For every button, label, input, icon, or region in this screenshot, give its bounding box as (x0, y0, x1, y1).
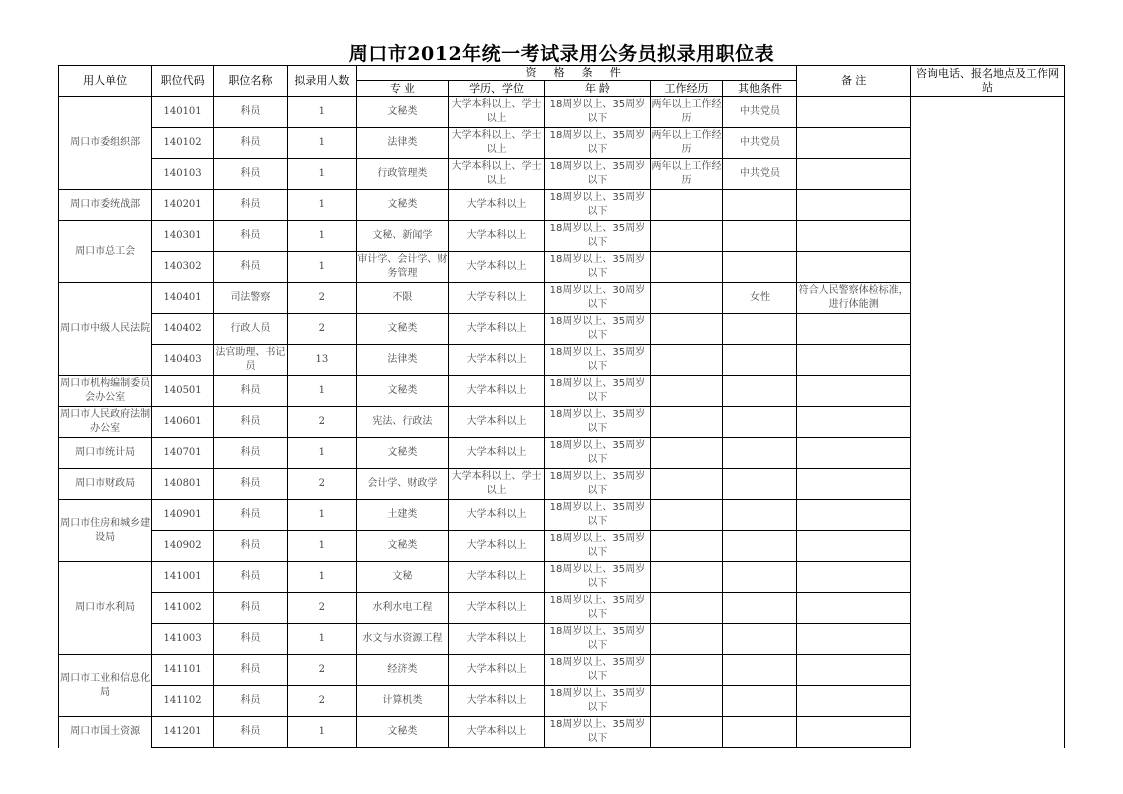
work-experience (650, 314, 723, 345)
major: 文秘 (356, 562, 448, 593)
remarks (797, 345, 910, 376)
position-name: 科员 (213, 221, 287, 252)
remarks (797, 562, 910, 593)
position-code: 141001 (152, 562, 214, 593)
major: 法律类 (356, 128, 448, 159)
header-remarks: 备 注 (797, 66, 910, 97)
work-experience (650, 500, 723, 531)
education: 大学本科以上 (448, 345, 544, 376)
remarks (797, 128, 910, 159)
unit-name: 周口市工业和信息化局 (59, 655, 152, 717)
work-experience (650, 562, 723, 593)
header-unit: 用人单位 (59, 66, 152, 97)
other-conditions (723, 686, 797, 717)
other-conditions (723, 345, 797, 376)
education: 大学本科以上 (448, 407, 544, 438)
remarks (797, 593, 910, 624)
unit-name: 周口市水利局 (59, 562, 152, 655)
work-experience (650, 407, 723, 438)
position-name: 科员 (213, 531, 287, 562)
other-conditions (723, 190, 797, 221)
remarks (797, 655, 910, 686)
hire-count: 1 (287, 531, 356, 562)
hire-count: 2 (287, 655, 356, 686)
header-education: 学历、学位 (448, 81, 544, 97)
hire-count: 1 (287, 252, 356, 283)
age-requirement: 18周岁以上、35周岁以下 (545, 655, 650, 686)
age-requirement: 18周岁以上、35周岁以下 (545, 190, 650, 221)
other-conditions (723, 438, 797, 469)
other-conditions: 中共党员 (723, 97, 797, 128)
age-requirement: 18周岁以上、35周岁以下 (545, 438, 650, 469)
education: 大学本科以上、学士以上 (448, 159, 544, 190)
major: 土建类 (356, 500, 448, 531)
remarks (797, 221, 910, 252)
position-name: 科员 (213, 717, 287, 748)
major: 文秘、新闻学 (356, 221, 448, 252)
education: 大学本科以上 (448, 376, 544, 407)
major: 不限 (356, 283, 448, 314)
age-requirement: 18周岁以上、35周岁以下 (545, 686, 650, 717)
other-conditions: 中共党员 (723, 128, 797, 159)
header-experience: 工作经历 (650, 81, 723, 97)
position-code: 141201 (152, 717, 214, 748)
age-requirement: 18周岁以上、35周岁以下 (545, 252, 650, 283)
other-conditions (723, 469, 797, 500)
major: 会计学、财政学 (356, 469, 448, 500)
education: 大学本科以上 (448, 531, 544, 562)
hire-count: 1 (287, 500, 356, 531)
work-experience: 两年以上工作经历 (650, 128, 723, 159)
position-name: 科员 (213, 593, 287, 624)
age-requirement: 18周岁以上、35周岁以下 (545, 314, 650, 345)
unit-name: 周口市人民政府法制办公室 (59, 407, 152, 438)
education: 大学本科以上、学士以上 (448, 469, 544, 500)
age-requirement: 18周岁以上、35周岁以下 (545, 128, 650, 159)
hire-count: 13 (287, 345, 356, 376)
major: 法律类 (356, 345, 448, 376)
major: 文秘类 (356, 438, 448, 469)
unit-name: 周口市委组织部 (59, 97, 152, 190)
other-conditions (723, 407, 797, 438)
position-name: 科员 (213, 438, 287, 469)
education: 大学本科以上 (448, 221, 544, 252)
position-name: 科员 (213, 562, 287, 593)
remarks (797, 686, 910, 717)
education: 大学本科以上 (448, 655, 544, 686)
other-conditions: 女性 (723, 283, 797, 314)
work-experience: 两年以上工作经历 (650, 159, 723, 190)
age-requirement: 18周岁以上、35周岁以下 (545, 624, 650, 655)
position-code: 141101 (152, 655, 214, 686)
position-code: 140403 (152, 345, 214, 376)
other-conditions (723, 562, 797, 593)
position-name: 科员 (213, 407, 287, 438)
hire-count: 2 (287, 314, 356, 345)
position-name: 科员 (213, 686, 287, 717)
major: 文秘类 (356, 97, 448, 128)
unit-name: 周口市委统战部 (59, 190, 152, 221)
position-code: 140501 (152, 376, 214, 407)
hire-count: 2 (287, 407, 356, 438)
age-requirement: 18周岁以上、35周岁以下 (545, 500, 650, 531)
remarks (797, 252, 910, 283)
work-experience (650, 345, 723, 376)
education: 大学本科以上 (448, 438, 544, 469)
unit-name: 周口市财政局 (59, 469, 152, 500)
other-conditions (723, 717, 797, 748)
position-name: 科员 (213, 97, 287, 128)
position-code: 140901 (152, 500, 214, 531)
consult-info (910, 97, 1064, 748)
major: 文秘类 (356, 717, 448, 748)
education: 大学本科以上 (448, 717, 544, 748)
remarks: 符合人民警察体检标准，进行体能测 (797, 283, 910, 314)
work-experience (650, 624, 723, 655)
major: 经济类 (356, 655, 448, 686)
unit-name: 周口市国土资源 (59, 717, 152, 748)
major: 行政管理类 (356, 159, 448, 190)
remarks (797, 717, 910, 748)
education: 大学本科以上 (448, 190, 544, 221)
position-code: 140902 (152, 531, 214, 562)
hire-count: 2 (287, 469, 356, 500)
unit-name: 周口市总工会 (59, 221, 152, 283)
hire-count: 1 (287, 128, 356, 159)
major: 水文与水资源工程 (356, 624, 448, 655)
position-name: 科员 (213, 159, 287, 190)
major: 计算机类 (356, 686, 448, 717)
work-experience (650, 221, 723, 252)
education: 大学本科以上 (448, 686, 544, 717)
age-requirement: 18周岁以上、35周岁以下 (545, 345, 650, 376)
hire-count: 1 (287, 190, 356, 221)
hire-count: 1 (287, 97, 356, 128)
work-experience (650, 438, 723, 469)
other-conditions (723, 252, 797, 283)
header-consult: 咨询电话、报名地点及工作网站 (910, 66, 1064, 97)
work-experience (650, 376, 723, 407)
education: 大学本科以上、学士以上 (448, 128, 544, 159)
hire-count: 1 (287, 438, 356, 469)
page-title: 周口市2012年统一考试录用公务员拟录用职位表 (348, 43, 775, 65)
age-requirement: 18周岁以上、35周岁以下 (545, 407, 650, 438)
position-code: 140801 (152, 469, 214, 500)
age-requirement: 18周岁以上、35周岁以下 (545, 593, 650, 624)
age-requirement: 18周岁以上、35周岁以下 (545, 221, 650, 252)
major: 宪法、行政法 (356, 407, 448, 438)
remarks (797, 376, 910, 407)
major: 文秘类 (356, 531, 448, 562)
education: 大学本科以上 (448, 624, 544, 655)
position-code: 140101 (152, 97, 214, 128)
education: 大学本科以上 (448, 252, 544, 283)
position-code: 141003 (152, 624, 214, 655)
position-code: 141102 (152, 686, 214, 717)
hire-count: 1 (287, 159, 356, 190)
position-code: 140301 (152, 221, 214, 252)
hire-count: 1 (287, 376, 356, 407)
header-code: 职位代码 (152, 66, 214, 97)
position-code: 140402 (152, 314, 214, 345)
age-requirement: 18周岁以上、35周岁以下 (545, 531, 650, 562)
hire-count: 1 (287, 562, 356, 593)
work-experience (650, 717, 723, 748)
table-body (59, 97, 1065, 748)
age-requirement: 18周岁以上、35周岁以下 (545, 562, 650, 593)
work-experience (650, 469, 723, 500)
other-conditions (723, 314, 797, 345)
remarks (797, 190, 910, 221)
hire-count: 2 (287, 283, 356, 314)
hire-count: 2 (287, 593, 356, 624)
remarks (797, 159, 910, 190)
other-conditions (723, 655, 797, 686)
other-conditions (723, 593, 797, 624)
age-requirement: 18周岁以上、35周岁以下 (545, 717, 650, 748)
hire-count: 1 (287, 717, 356, 748)
remarks (797, 500, 910, 531)
header-position-name: 职位名称 (213, 66, 287, 97)
remarks (797, 531, 910, 562)
header-other: 其他条件 (723, 81, 797, 97)
position-code: 141002 (152, 593, 214, 624)
table-row (59, 97, 1065, 128)
work-experience (650, 283, 723, 314)
position-name: 科员 (213, 128, 287, 159)
remarks (797, 97, 910, 128)
header-count: 拟录用人数 (287, 66, 356, 97)
position-name: 科员 (213, 252, 287, 283)
other-conditions (723, 500, 797, 531)
major: 水利水电工程 (356, 593, 448, 624)
remarks (797, 469, 910, 500)
unit-name: 周口市机构编制委员会办公室 (59, 376, 152, 407)
position-code: 140302 (152, 252, 214, 283)
work-experience (650, 531, 723, 562)
unit-name: 周口市住房和城乡建设局 (59, 500, 152, 562)
education: 大学本科以上 (448, 593, 544, 624)
work-experience (650, 593, 723, 624)
position-name: 科员 (213, 500, 287, 531)
remarks (797, 438, 910, 469)
age-requirement: 18周岁以上、35周岁以下 (545, 97, 650, 128)
position-name: 科员 (213, 190, 287, 221)
position-code: 140102 (152, 128, 214, 159)
position-code: 140201 (152, 190, 214, 221)
major: 文秘类 (356, 190, 448, 221)
age-requirement: 18周岁以上、35周岁以下 (545, 469, 650, 500)
position-name: 行政人员 (213, 314, 287, 345)
work-experience: 两年以上工作经历 (650, 97, 723, 128)
other-conditions (723, 531, 797, 562)
education: 大学本科以上 (448, 562, 544, 593)
work-experience (650, 190, 723, 221)
age-requirement: 18周岁以上、30周岁以下 (545, 283, 650, 314)
position-name: 司法警察 (213, 283, 287, 314)
education: 大学本科以上 (448, 500, 544, 531)
other-conditions (723, 624, 797, 655)
education: 大学专科以上 (448, 283, 544, 314)
age-requirement: 18周岁以上、35周岁以下 (545, 376, 650, 407)
remarks (797, 314, 910, 345)
work-experience (650, 252, 723, 283)
position-name: 科员 (213, 469, 287, 500)
hire-count: 2 (287, 686, 356, 717)
position-code: 140103 (152, 159, 214, 190)
hire-count: 1 (287, 221, 356, 252)
header-major: 专 业 (356, 81, 448, 97)
unit-name: 周口市中级人民法院 (59, 283, 152, 376)
major: 文秘类 (356, 314, 448, 345)
major: 文秘类 (356, 376, 448, 407)
positions-table (58, 65, 1065, 748)
other-conditions (723, 221, 797, 252)
major: 审计学、会计学、财务管理 (356, 252, 448, 283)
position-name: 科员 (213, 376, 287, 407)
education: 大学本科以上 (448, 314, 544, 345)
age-requirement: 18周岁以上、35周岁以下 (545, 159, 650, 190)
position-name: 法官助理、书记员 (213, 345, 287, 376)
position-code: 140401 (152, 283, 214, 314)
remarks (797, 624, 910, 655)
header-qualifications: 资 格 条 件 (356, 66, 797, 81)
other-conditions: 中共党员 (723, 159, 797, 190)
other-conditions (723, 376, 797, 407)
education: 大学本科以上、学士以上 (448, 97, 544, 128)
work-experience (650, 686, 723, 717)
position-code: 140601 (152, 407, 214, 438)
header-age: 年 龄 (545, 81, 650, 97)
position-name: 科员 (213, 624, 287, 655)
unit-name: 周口市统计局 (59, 438, 152, 469)
hire-count: 1 (287, 624, 356, 655)
position-name: 科员 (213, 655, 287, 686)
remarks (797, 407, 910, 438)
work-experience (650, 655, 723, 686)
position-code: 140701 (152, 438, 214, 469)
